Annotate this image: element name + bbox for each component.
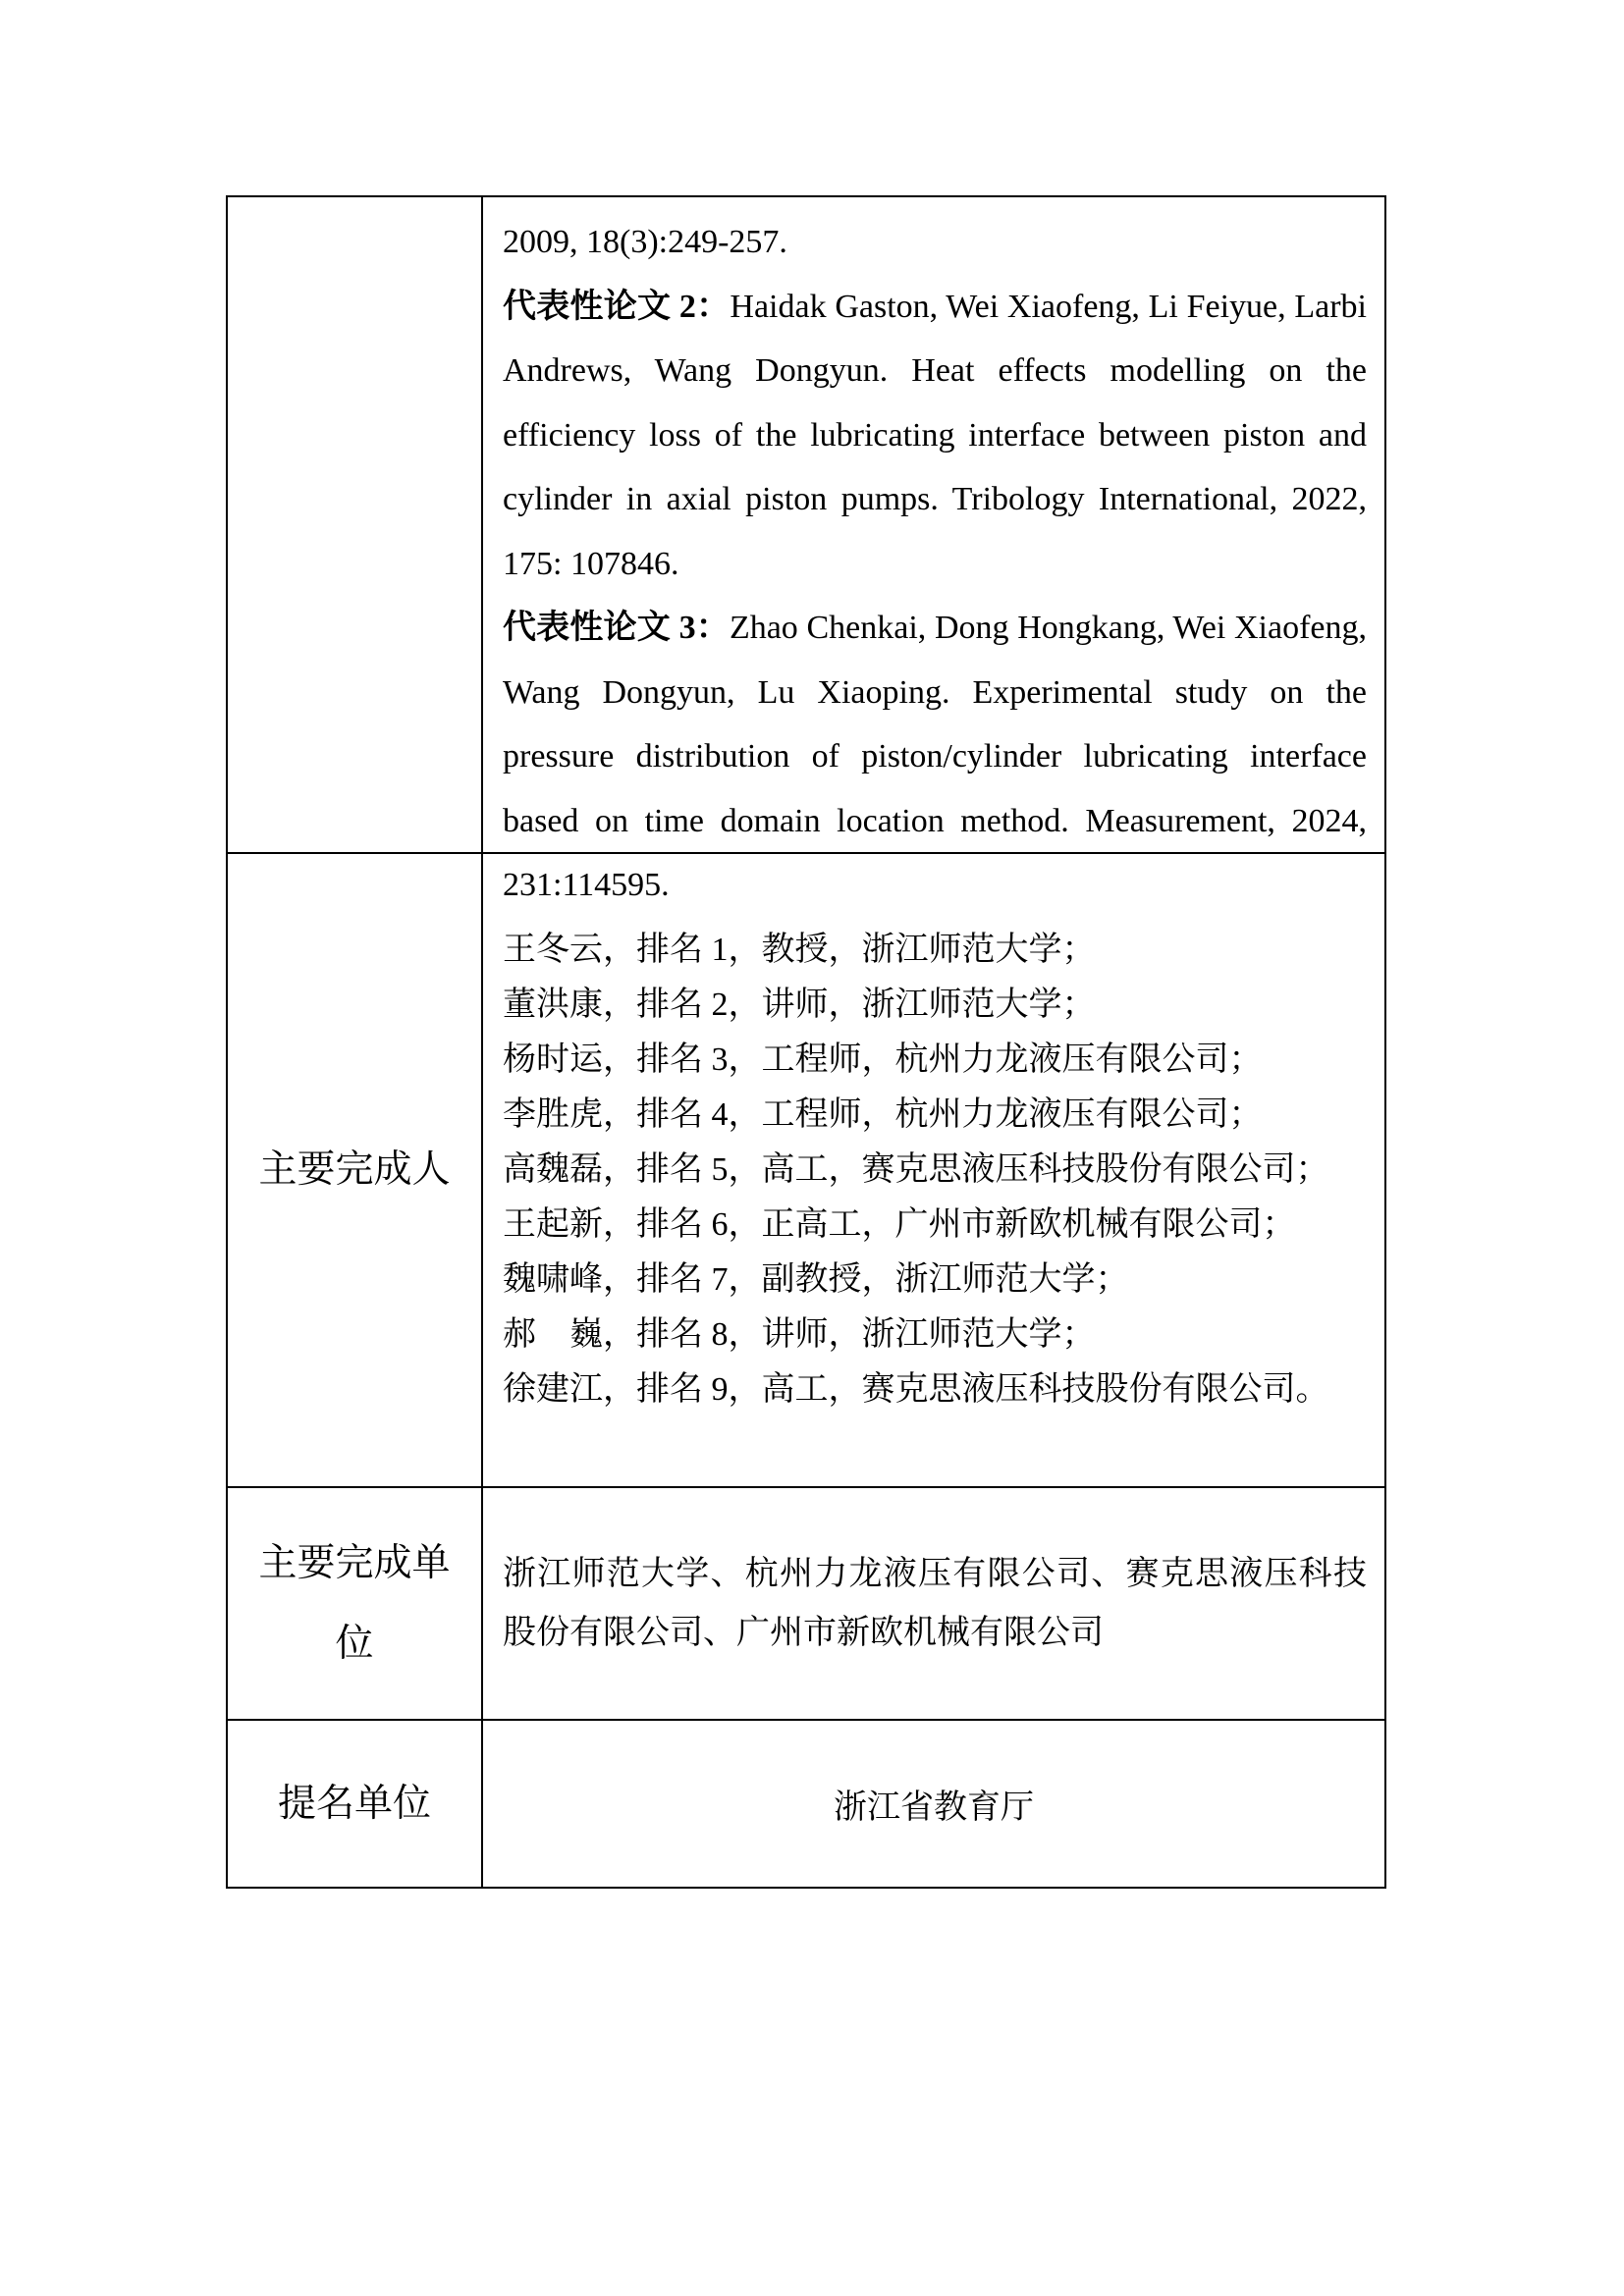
nominating-unit-text: 浙江省教育厅 <box>834 1789 1034 1826</box>
table-row-nominating-unit <box>228 1719 1384 1887</box>
paper-reference-2 <box>503 275 1367 597</box>
person-line: 魏啸峰，排名 7，副教授，浙江师范大学； <box>503 1261 1129 1298</box>
paper-2-text: Haidak Gaston, Wei Xiaofeng, Li Feiyue, Larbi Andrews, Wang Dongyun. Heat effects modelling on the efficiency loss of the lubricating interface between piston and cylinder in axial piston pumps. Tribology International, 2022, 175: 107846. <box>503 288 1368 582</box>
paper-3-prefix: 代表性论文 3： <box>503 610 730 646</box>
table-row-main-units <box>228 1486 1384 1719</box>
paper-reference-continuation <box>503 210 1367 275</box>
person-line: 徐建江，排名 9，高工，赛克思液压科技股份有限公司。 <box>503 1371 1329 1408</box>
main-contributors-label: 主要完成人 <box>228 854 483 1486</box>
table-row-papers <box>228 197 1384 903</box>
paper-reference-text: 2009, 18(3):249-257. <box>503 224 787 260</box>
main-units-content-cell <box>483 1488 1384 1719</box>
person-line: 董洪康，排名 2，讲师，浙江师范大学； <box>503 987 1096 1023</box>
main-units-label: 主要完成单位 <box>228 1488 483 1719</box>
person-line: 杨时运，排名 3，工程师，杭州力龙液压有限公司； <box>503 1041 1263 1078</box>
person-line: 王起新，排名 6，正高工，广州市新欧机械有限公司； <box>503 1206 1296 1243</box>
table-row-main-contributors <box>228 852 1384 1486</box>
paper-3-text: Zhao Chenkai, Dong Hongkang, Wei Xiaofeng, Wang Dongyun, Lu Xiaoping. Experimental study on the pressure distribution of piston/cylinder lubricating interface based on time domain location method. Measurement, 2024, 231:114595. <box>503 610 1367 903</box>
person-line: 李胜虎，排名 4，工程师，杭州力龙液压有限公司； <box>503 1096 1263 1133</box>
papers-label-cell-empty <box>228 197 483 852</box>
main-contributors-content-cell <box>483 854 1384 1486</box>
main-units-text: 浙江师范大学、杭州力龙液压有限公司、赛克思液压科技股份有限公司、广州市新欧机械有限公司 <box>503 1555 1367 1651</box>
person-line: 郝 巍，排名 8，讲师，浙江师范大学； <box>503 1316 1096 1353</box>
award-nomination-table <box>226 195 1386 1889</box>
paper-2-prefix: 代表性论文 2： <box>503 288 731 325</box>
person-line: 高魏磊，排名 5，高工，赛克思液压科技股份有限公司； <box>503 1151 1329 1188</box>
person-line: 王冬云，排名 1，教授，浙江师范大学； <box>503 932 1096 968</box>
papers-content-cell <box>483 197 1384 903</box>
nominating-unit-label: 提名单位 <box>228 1721 483 1887</box>
nominating-unit-content-cell <box>483 1721 1384 1887</box>
